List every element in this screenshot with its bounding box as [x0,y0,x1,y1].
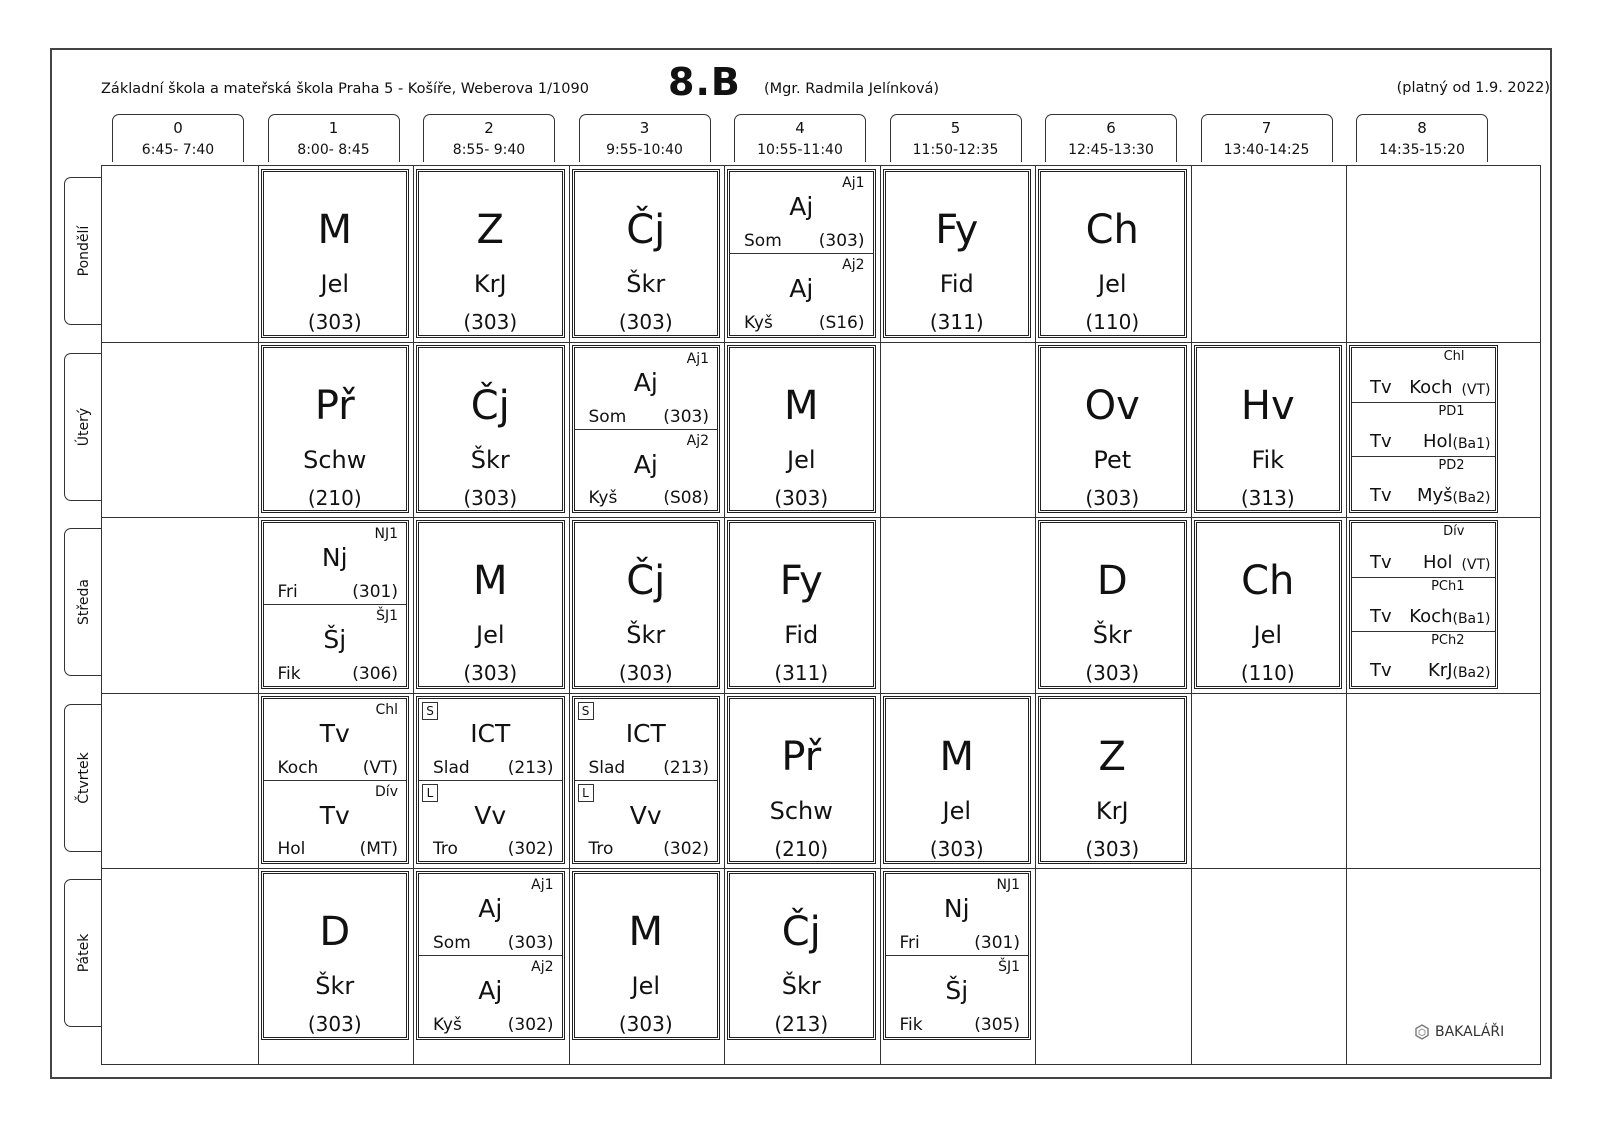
lesson-room: (210) [307,485,362,510]
lesson-room: (210) [774,836,829,861]
lesson-subject: Hv [1240,382,1295,429]
lesson-group: PCh1 [1431,579,1465,595]
day-label: Pondělí [75,225,92,277]
lesson-group: Chl [1443,348,1465,364]
lesson-subject: M [628,909,663,955]
week-badge: S [422,702,438,720]
lesson-room: (303) [929,836,984,861]
lesson-cell [572,871,721,1040]
lesson-teacher: Škr [626,621,666,649]
lesson-subject: Aj [789,274,814,304]
lesson-subject: Ov [1084,382,1140,429]
day-tab-4 [64,879,102,1027]
lesson-cell [572,345,721,514]
lesson-room: (302) [507,1014,554,1035]
lesson-subject: Vv [474,800,507,830]
lesson-subject: Tv [319,800,350,830]
lesson-room: (MT) [359,839,398,859]
lesson-cell [1194,345,1343,514]
lesson-part [730,253,873,334]
lesson-cell [1038,520,1187,689]
lesson-cell [416,169,565,338]
lesson-part [886,874,1029,955]
lesson-teacher: Som [744,231,782,252]
lesson-teacher: Kyš [433,1014,462,1035]
lesson-teacher: Škr [626,270,666,298]
lesson-subject: Aj [633,449,658,479]
lesson-teacher: Slad [588,757,626,778]
lesson-subject: Aj [478,894,503,923]
lesson-room: (Ba2) [1452,489,1491,506]
lesson-cell [416,871,565,1040]
week-badge: L [422,784,438,802]
lesson-teacher: Tro [433,839,458,859]
day-tab-2 [64,528,102,676]
lesson-teacher: Som [588,406,627,427]
valid-from: (platný od 1.9. 2022) [1396,80,1550,96]
lesson-teacher: Fik [899,1014,923,1035]
lesson-teacher: Jel [475,621,505,649]
lesson-part [886,955,1029,1036]
lesson-room: (311) [774,661,829,685]
lesson-subject: Vv [629,800,662,830]
grid-column-line [413,166,414,1064]
lesson-room: (VT) [1461,557,1491,574]
day-tab-1 [64,353,102,501]
lesson-subject: Tv [1370,430,1392,452]
lesson-room: (311) [929,310,984,334]
day-label: Středa [75,579,92,625]
lesson-teacher: Jel [1097,270,1127,298]
lesson-part [264,523,407,604]
lesson-subject: Tv [1370,660,1392,682]
lesson-group: Aj2 [842,257,865,274]
lesson-group: Chl [375,701,398,718]
lesson-room: (303) [1085,485,1140,510]
lesson-subject: ICT [625,718,666,748]
lesson-room: (303) [618,1012,673,1036]
bakalari-logo [1414,1024,1504,1040]
lesson-teacher: Fid [784,621,819,649]
period-time: 12:45-13:30 [1068,142,1154,158]
lesson-part [575,699,718,780]
lesson-cell [261,696,410,865]
lesson-part [575,348,718,429]
lesson-part [419,874,562,955]
lesson-part [264,780,407,861]
lesson-teacher: Hol [277,839,306,859]
lesson-room: (303) [463,661,518,685]
lesson-room: (303) [307,1012,362,1036]
lesson-group: ŠJ1 [998,959,1020,976]
lesson-subject: Čj [470,382,510,429]
lesson-subject: Fy [935,207,979,253]
period-time: 9:55-10:40 [606,142,683,158]
period-tab-4 [734,114,866,162]
period-tab-7 [1201,114,1333,162]
lesson-group: Dív [375,783,398,800]
lesson-room: (110) [1240,661,1295,685]
lesson-subject: Př [781,733,822,780]
lesson-subject: Fy [779,558,823,604]
lesson-subject: Ch [1241,558,1295,604]
period-tab-5 [890,114,1022,162]
lesson-subject: Z [1098,733,1126,780]
day-tab-3 [64,704,102,852]
lesson-teacher: KrJ [1095,796,1129,825]
lesson-room: (303) [507,933,554,954]
period-tab-2 [423,114,555,162]
lesson-cell [261,169,410,338]
lesson-cell [261,871,410,1040]
lesson-teacher: Škr [470,445,510,474]
lesson-cell [883,871,1032,1040]
lesson-subject: Čj [781,909,821,955]
lesson-subject: M [472,558,508,604]
day-label: Pátek [75,933,92,973]
lesson-cell [261,345,410,514]
lesson-subject: Tv [1370,552,1392,574]
grid-row-line [102,517,1540,518]
lesson-part [264,699,407,780]
week-badge: S [578,702,594,720]
lesson-teacher: Slad [433,757,470,778]
period-time: 8:00- 8:45 [297,142,370,158]
period-number: 8 [1417,119,1427,137]
grid-column-line [724,166,725,1064]
grid-column-line [1346,166,1347,1064]
day-tab-0 [64,177,102,325]
period-time: 13:40-14:25 [1223,142,1310,158]
lesson-teacher: Kyš [744,312,773,333]
lesson-group: NJ1 [374,526,398,542]
bakalari-logo-icon [1414,1024,1430,1040]
grid-row-line [102,868,1540,869]
lesson-group: Aj1 [842,175,865,191]
grid-column-line [569,166,570,1064]
lesson-cell [1038,345,1187,514]
lesson-part [1352,348,1495,402]
day-label: Čtvrtek [75,751,92,804]
lesson-teacher: Hol [1422,552,1453,574]
lesson-teacher: Schw [769,796,833,825]
period-tab-3 [579,114,711,162]
lesson-teacher: Jel [1253,621,1282,649]
lesson-part [419,780,562,861]
period-number: 7 [1261,119,1272,137]
lesson-subject: Aj [633,367,658,397]
period-time: 11:50-12:35 [912,142,999,158]
lesson-cell [572,169,721,338]
period-time: 6:45- 7:40 [141,142,215,158]
lesson-group: ŠJ1 [376,608,398,625]
lesson-cell [727,871,876,1040]
lesson-subject: Nj [321,543,348,572]
lesson-subject: Př [314,382,355,429]
lesson-room: (303) [618,661,673,685]
lesson-part [419,955,562,1036]
lesson-room: (S16) [818,312,865,333]
grid-column-line [880,166,881,1064]
lesson-room: (301) [352,582,398,603]
lesson-cell [727,345,876,514]
lesson-cell [416,345,565,514]
lesson-subject: Ch [1085,207,1139,253]
timetable-grid [101,165,1541,1065]
lesson-subject: Čj [626,207,666,253]
lesson-part [264,604,407,685]
lesson-part [1352,402,1495,456]
lesson-teacher: Fri [277,582,298,603]
lesson-group: Aj2 [531,959,554,976]
grid-row-line [102,693,1540,694]
period-time: 8:55- 9:40 [452,142,526,158]
lesson-room: (302) [663,839,709,859]
lesson-room: (301) [974,933,1020,954]
lesson-part [1352,631,1495,685]
lesson-room: (Ba1) [1452,611,1491,628]
lesson-room: (303) [663,406,709,427]
lesson-subject: D [1096,558,1128,604]
lesson-part [1352,577,1495,631]
lesson-part [575,780,718,861]
lesson-subject: M [783,382,819,429]
lesson-room: (213) [663,757,709,778]
lesson-part [730,172,873,253]
lesson-group: PD2 [1438,457,1465,473]
lesson-room: (303) [618,310,673,334]
lesson-cell [727,520,876,689]
period-tab-6 [1045,114,1177,162]
lesson-room: (313) [1240,485,1295,510]
lesson-teacher: Fik [277,663,301,684]
lesson-subject: Šj [323,625,347,655]
class-teacher: (Mgr. Radmila Jelínková) [764,81,940,97]
bakalari-logo-text: BAKALÁŘI [1435,1024,1505,1040]
lesson-teacher: KrJ [1427,660,1453,682]
lesson-room: (303) [307,310,362,334]
lesson-part [575,429,718,510]
grid-row-line [102,342,1540,343]
period-time: 10:55-11:40 [757,142,843,158]
grid-column-line [1191,166,1192,1064]
period-tab-0 [112,114,244,162]
period-number: 2 [484,119,494,137]
lesson-cell [883,169,1032,338]
period-number: 1 [328,119,339,137]
lesson-cell [572,696,721,865]
day-label: Úterý [75,407,92,446]
lesson-teacher: Som [433,933,471,954]
lesson-teacher: Fri [899,933,920,954]
lesson-group: Aj1 [531,877,554,893]
lesson-subject: Tv [1370,376,1392,398]
lesson-room: (303) [818,231,865,252]
grid-column-line [1035,166,1036,1064]
lesson-part [1352,456,1495,510]
lesson-teacher: Tro [588,839,614,859]
lesson-subject: D [319,909,351,955]
lesson-subject: Z [476,207,504,253]
lesson-subject: Aj [478,976,503,1006]
lesson-room: (Ba2) [1452,665,1491,682]
lesson-teacher: Myš [1416,484,1453,506]
lesson-subject: ICT [470,718,511,748]
period-number: 4 [795,119,805,137]
lesson-cell [1038,169,1187,338]
lesson-cell [416,696,565,865]
lesson-subject: Čj [626,558,666,604]
lesson-subject: Tv [319,718,350,748]
lesson-teacher: Schw [303,445,367,474]
lesson-part [1352,523,1495,577]
lesson-room: (VT) [1461,381,1491,398]
class-title: 8.B [668,60,741,104]
lesson-room: (303) [1085,836,1140,861]
lesson-teacher: Škr [315,972,355,1000]
lesson-cell [727,169,876,338]
lesson-subject: Aj [789,192,814,221]
lesson-group: Aj2 [686,432,709,449]
period-number: 0 [173,119,183,137]
week-badge: L [578,784,594,802]
lesson-room: (302) [507,839,554,859]
lesson-part [419,699,562,780]
lesson-cell [1349,345,1498,514]
lesson-room: (305) [974,1014,1020,1035]
lesson-room: (303) [463,485,518,510]
lesson-teacher: Pet [1093,445,1132,474]
grid-column-line [258,166,259,1064]
lesson-room: (306) [352,663,398,684]
lesson-subject: Nj [943,894,970,923]
lesson-subject: Tv [1370,484,1392,506]
lesson-subject: M [939,733,974,780]
lesson-teacher: Koch [1409,376,1453,398]
lesson-room: (213) [774,1012,829,1036]
lesson-teacher: Kyš [588,488,618,508]
lesson-cell [572,520,721,689]
period-number: 5 [950,119,961,137]
lesson-room: (303) [463,310,518,334]
lesson-subject: Tv [1370,606,1392,628]
school-name: Základní škola a mateřská škola Praha 5 - Košíře, Weberova 1/1090 [101,81,589,97]
period-time: 14:35-15:20 [1379,142,1465,158]
lesson-subject: M [317,207,352,253]
lesson-cell [1349,520,1498,689]
lesson-cell [416,520,565,689]
lesson-teacher: Fik [1251,445,1285,474]
lesson-teacher: Fid [939,270,974,298]
lesson-teacher: Jel [942,796,971,825]
lesson-room: (303) [1085,661,1140,685]
lesson-room: (VT) [362,757,398,778]
lesson-room: (110) [1085,310,1140,334]
lesson-teacher: Jel [786,445,816,474]
lesson-cell [1194,520,1343,689]
lesson-subject: Šj [945,976,969,1006]
lesson-cell [727,696,876,865]
lesson-group: Dív [1443,524,1465,539]
lesson-teacher: Škr [781,972,821,1000]
period-number: 6 [1106,119,1116,137]
period-tab-1 [268,114,400,162]
lesson-teacher: Škr [1092,621,1132,649]
lesson-group: PD1 [1438,403,1465,419]
lesson-cell [1038,696,1187,865]
lesson-teacher: Jel [631,972,660,1000]
lesson-group: PCh2 [1431,633,1465,649]
period-tab-8 [1356,114,1488,162]
lesson-room: (303) [774,485,829,510]
lesson-cell [883,696,1032,865]
lesson-cell [261,520,410,689]
period-number: 3 [639,119,650,137]
lesson-teacher: Koch [1409,606,1453,628]
lesson-teacher: Hol [1422,430,1453,452]
lesson-room: (S08) [663,488,709,508]
lesson-teacher: Jel [320,270,349,298]
lesson-room: (Ba1) [1452,435,1491,452]
lesson-group: NJ1 [996,877,1020,893]
lesson-teacher: KrJ [473,270,507,298]
lesson-room: (213) [507,757,554,778]
lesson-teacher: Koch [277,757,319,778]
lesson-group: Aj1 [686,350,709,367]
